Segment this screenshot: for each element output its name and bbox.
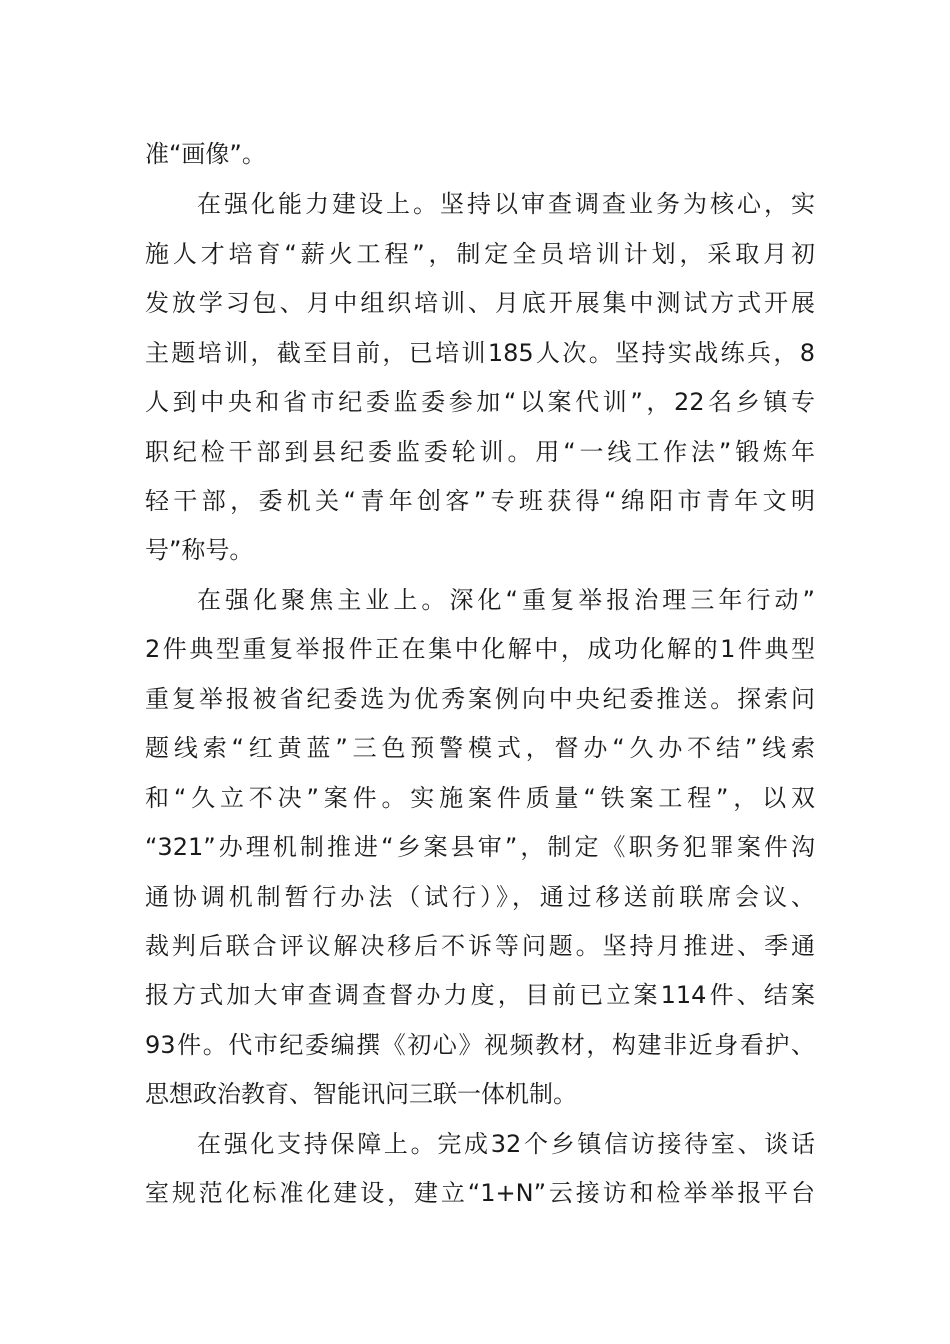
paragraph-line: 轻干部，委机关“青年创客”专班获得“绵阳市青年文明 [145,487,815,515]
paragraph-line: 通协调机制暂行办法（试行）》，通过移送前联席会议、 [145,883,815,911]
paragraph-line: 和“久立不决”案件。实施案件质量“铁案工程”，以双 [145,784,815,812]
paragraph-line: 主题培训，截至目前，已培训185人次。坚持实战练兵，8 [145,339,815,367]
paragraph-line: 重复举报被省纪委选为优秀案例向中央纪委推送。探索问 [145,685,815,713]
paragraph-line: 在强化支持保障上。完成32个乡镇信访接待室、谈话 [197,1130,815,1158]
paragraph-line: 施人才培育“薪火工程”，制定全员培训计划，采取月初 [145,240,815,268]
paragraph-line: 93件。代市纪委编撰《初心》视频教材，构建非近身看护、 [145,1031,815,1059]
paragraph-line: 题线索“红黄蓝”三色预警模式，督办“久办不结”线索 [145,734,815,762]
paragraph-line: 2件典型重复举报件正在集中化解中，成功化解的1件典型 [145,635,815,663]
paragraph-line: “321”办理机制推进“乡案县审”，制定《职务犯罪案件沟 [145,833,815,861]
paragraph-line: 人到中央和省市纪委监委参加“以案代训”，22名乡镇专 [145,388,815,416]
paragraph-line: 思想政治教育、智能讯问三联一体机制。 [145,1080,577,1108]
paragraph-line: 号”称号。 [145,536,254,564]
paragraph-line: 发放学习包、月中组织培训、月底开展集中测试方式开展 [145,289,815,317]
paragraph-line: 在强化聚焦主业上。深化“重复举报治理三年行动” [197,586,815,614]
paragraph-line: 裁判后联合评议解决移后不诉等问题。坚持月推进、季通 [145,932,815,960]
paragraph-line: 在强化能力建设上。坚持以审查调查业务为核心，实 [197,190,815,218]
paragraph-line: 准“画像”。 [145,140,266,168]
paragraph-line: 职纪检干部到县纪委监委轮训。用“一线工作法”锻炼年 [145,438,815,466]
paragraph-line: 报方式加大审查调查督办力度，目前已立案114件、结案 [145,981,815,1009]
paragraph-line: 室规范化标准化建设，建立“1+N”云接访和检举举报平台 [145,1179,815,1207]
